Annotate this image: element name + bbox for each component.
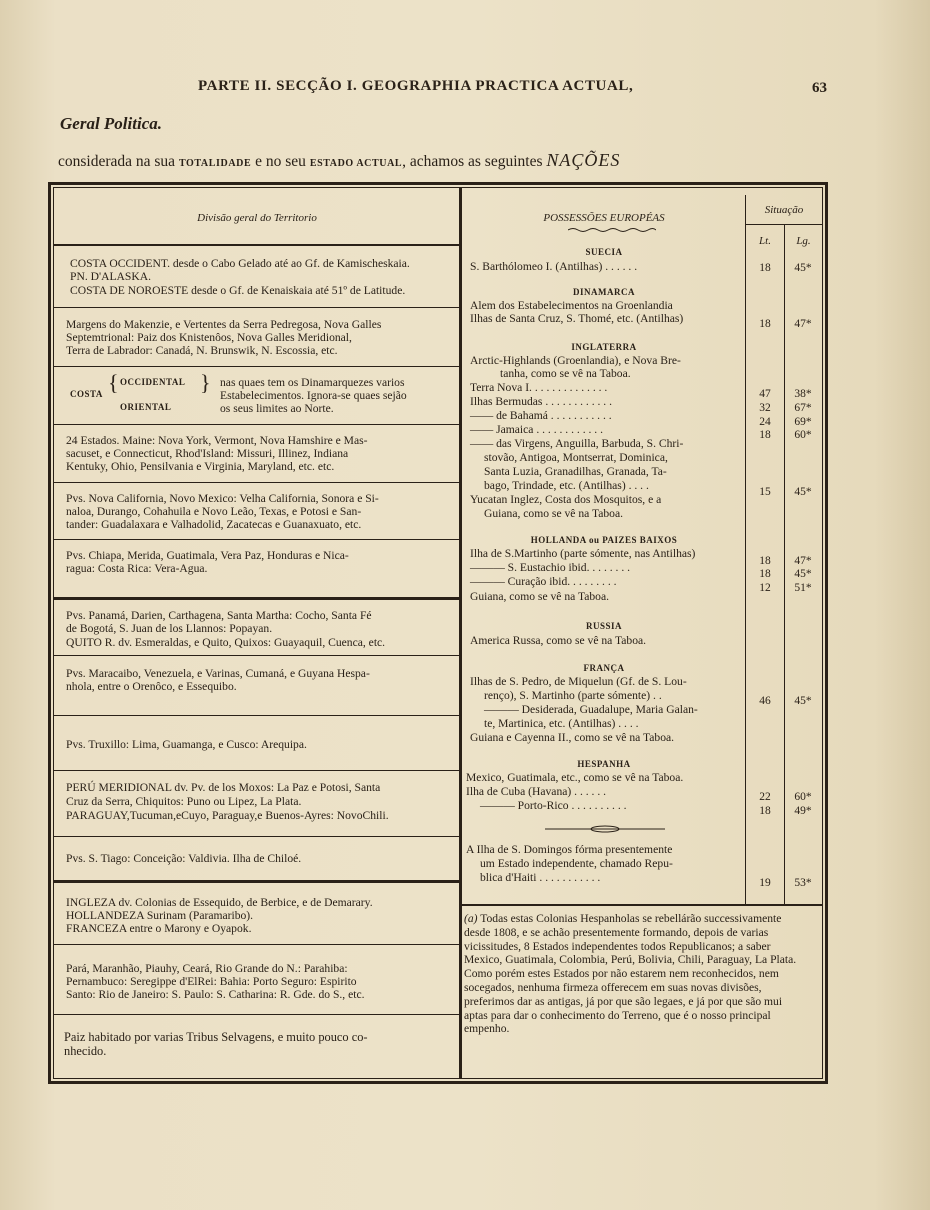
row-peru: Pvs. Truxillo: Lima, Guamanga, e Cusco: Arequipa. (66, 738, 307, 751)
bermudas-lt: 32 (759, 402, 771, 414)
row-colombia-line2: de Bogotá, S. Juan de los Llannos: Popayan. (66, 622, 273, 635)
hespanha-line3: ——— Porto-Rico . . . . . . . . . . (480, 799, 627, 812)
left-column-heading: Divisão geral do Territorio (197, 212, 317, 224)
row-peru-meridional-line2: Cruz da Serra, Chiquitos: Puno ou Lipez, La Plata. (66, 795, 302, 808)
row-chile: Pvs. S. Tiago: Conceição: Valdivia. Ilha de Chiloé. (66, 852, 302, 865)
franca-line3: ——— Desiderada, Guadalupe, Maria Galan- (484, 703, 698, 716)
porto-rico-lt: 18 (759, 805, 771, 817)
inglaterra-line7: —— das Virgens, Anguilla, Barbuda, S. Chri- (470, 437, 684, 450)
brace-left: { (108, 370, 119, 395)
franca-lg: 45* (794, 695, 812, 707)
row-guiana-hollandeza: HOLLANDEZA Surinam (Paramaribo). (66, 909, 254, 922)
haiti-lt: 19 (759, 877, 771, 889)
intro-keyword-nacoes: NAÇÕES (546, 150, 621, 170)
row-brasil-line3: Santo: Rio de Janeiro: S. Paulo: S. Catharina: R. Gde. do S., etc. (66, 988, 365, 1001)
situacao-heading: Situação (764, 204, 804, 216)
ornament-rule (545, 824, 665, 834)
intro-text-1: considerada na sua (58, 153, 179, 170)
row-paraguay: PARAGUAY,Tucuman,eCuyo, Paraguay,e Buenos-Ayres: NovoChili. (66, 809, 389, 822)
franca-line5: Guiana e Cayenna II., como se vê na Taboa. (470, 731, 675, 744)
inglaterra-line2: tanha, como se vê na Taboa. (500, 367, 631, 380)
nation-suecia: SUECIA (585, 247, 623, 257)
row-pn-alaska: PN. D'ALASKA. (70, 270, 151, 283)
row-groenlandia-oriental: ORIENTAL (120, 402, 172, 412)
ornament-wave (568, 227, 656, 233)
footnote-label: (a) (464, 912, 478, 925)
nation-franca: FRANÇA (583, 663, 625, 673)
nation-dinamarca: DINAMARCA (573, 287, 635, 297)
haiti-line1: A Ilha de S. Domingos fórma presentemente (466, 843, 673, 856)
row-brasil-line1: Pará, Maranhão, Piauhy, Ceará, Rio Grande do N.: Parahiba: (66, 962, 348, 975)
row-groenlandia-text1: nas quaes tem os Dinamarquezes varios (220, 376, 405, 389)
curacao-lg: 51* (794, 582, 812, 594)
inglaterra-line11: Yucatan Inglez, Costa dos Mosquitos, e a (470, 493, 662, 506)
bermudas-lg: 67* (794, 402, 812, 414)
row-guatimala-line2: ragua: Costa Rica: Vera-Agua. (66, 562, 208, 575)
inglaterra-line1: Arctic-Highlands (Groenlandia), e Nova Bre- (470, 354, 681, 367)
row-tribus-line2: nhecido. (64, 1044, 107, 1058)
column-divider (459, 187, 462, 1079)
hespanha-line1: Mexico, Guatimala, etc., como se vê na Taboa. (466, 771, 684, 784)
nation-inglaterra: INGLATERRA (571, 342, 637, 352)
note-rule (462, 904, 823, 906)
inglaterra-line3: Terra Nova I. . . . . . . . . . . . . . (470, 381, 608, 394)
hollanda-line4: Guiana, como se vê na Taboa. (470, 590, 610, 603)
inglaterra-line8: stovão, Antigoa, Montserrat, Dominica, (484, 451, 668, 464)
terra-nova-lg: 38* (794, 388, 812, 400)
suecia-line1: S. Barthólomeo I. (Antilhas) . . . . . . (470, 260, 638, 273)
inglaterra-line12: Guiana, como se vê na Taboa. (484, 507, 624, 520)
footnote-text: Todas estas Colonias Hespanholas se rebellárão successivamente desde 1808, e se achão presentemente formando, depois de varias vicissitudes, 8 Estados independentes todos Republicanos; a saber Mexico, Guatimala, Colombia, Perú, Bolivia, Chili, Paraguay, La Plata. Como porém estes Estados por não estarem nem reconhecidos, nem socegados, nenhuma firmeza offerecem em suas novas divisões, preferimos dar as antigas, já por que são legaes, e já por que são mui aptas para dar o conhecimento do Terreno, que é o nosso principal empenho. (464, 912, 797, 1036)
nation-russia: RUSSIA (585, 621, 622, 631)
running-header: PARTE II. SECÇÃO I. GEOGRAPHIA PRACTICA ACTUAL, (198, 78, 634, 94)
row-peru-meridional-line1: PERÚ MERIDIONAL dv. Pv. de los Moxos: La Paz e Potosi, Santa (66, 781, 381, 794)
bahama-lg: 69* (794, 416, 812, 428)
row-guiana-ingleza: INGLEZA dv. Colonias de Essequido, de Berbice, e de Demarary. (66, 896, 373, 909)
lt-heading: Lt. (759, 235, 771, 247)
inglaterra-line5: —— de Bahamá . . . . . . . . . . . (470, 409, 612, 422)
row-groenlandia-text3: os seus limites ao Norte. (220, 402, 334, 415)
lt-divider (745, 195, 746, 905)
lg-heading: Lg. (796, 235, 811, 247)
hespanha-line2: Ilha de Cuba (Havana) . . . . . . (466, 785, 607, 798)
row-groenlandia-text2: Estabelecimentos. Ignora-se quaes sejão (220, 389, 407, 402)
dinamarca-lg: 47* (794, 318, 812, 330)
nation-hollanda: HOLLANDA ou PAIZES BAIXOS (530, 535, 678, 545)
row-estados-line3: Kentuky, Ohio, Pensilvania e Virginia, Maryland, etc. etc. (66, 460, 335, 473)
row-mexico-line3: tander: Guadalaxara e Valhadolid, Zacatecas e Guanaxuato, etc. (66, 518, 362, 531)
row-colombia-line3: QUITO R. dv. Esmeraldas, e Quito, Quixos: Guayaquil, Cuenca, etc. (66, 636, 386, 649)
row-tribus-line1: Paiz habitado por varias Tribus Selvagens, e muito pouco co- (64, 1030, 368, 1044)
haiti-line3: blica d'Haiti . . . . . . . . . . . (480, 871, 601, 884)
row-venezuela-line2: nhola, entre o Orenôco, e Essequibo. (66, 680, 237, 693)
row-mexico-line1: Pvs. Nova California, Novo Mexico: Velha California, Sonora e Si- (66, 492, 379, 505)
suecia-lg: 45* (794, 262, 812, 274)
porto-rico-lg: 49* (794, 805, 812, 817)
suecia-lt: 18 (759, 262, 771, 274)
s-eustachio-lt: 18 (759, 568, 771, 580)
curacao-lt: 12 (759, 582, 771, 594)
right-column-heading: POSSESSÕES EUROPÉAS (543, 212, 665, 224)
row-estados-line1: 24 Estados. Maine: Nova York, Vermont, Nova Hamshire e Mas- (66, 434, 368, 447)
dinamarca-line1: Alem dos Estabelecimentos na Groenlandia (470, 299, 673, 312)
brace-right: } (200, 370, 211, 395)
terra-nova-lt: 47 (759, 388, 771, 400)
row-guiana-franceza: FRANCEZA entre o Marony e Oyapok. (66, 922, 252, 935)
row-canada-line1: Margens do Makenzie, e Vertentes da Serra Pedregosa, Nova Galles (66, 318, 382, 331)
russia-line1: America Russa, como se vê na Taboa. (470, 634, 647, 647)
franca-line1: Ilhas de S. Pedro, de Miquelun (Gf. de S. Lou- (470, 675, 687, 688)
franca-line4: te, Martinica, etc. (Antilhas) . . . . (484, 717, 639, 730)
row-brasil-line2: Pernambuco: Seregippe d'ElRei: Bahia: Porto Seguro: Espirito (66, 975, 357, 988)
row-mexico-line2: naloa, Durango, Cohahuila e Novo Leão, Texas, e Potosi e San- (66, 505, 362, 518)
section-subtitle: Geral Politica. (60, 114, 162, 133)
yucatan-lg: 45* (794, 486, 812, 498)
bahama-lt: 24 (759, 416, 771, 428)
page-number: 63 (812, 80, 827, 96)
dinamarca-line2: Ilhas de Santa Cruz, S. Thomé, etc. (Antilhas) (470, 312, 684, 325)
intro-text-2: e no seu (251, 153, 310, 170)
yucatan-lt: 15 (759, 486, 771, 498)
inglaterra-line10: bago, Trindade, etc. (Antilhas) . . . . (484, 479, 649, 492)
s-eustachio-lg: 45* (794, 568, 812, 580)
franca-line2: renço), S. Martinho (parte sómente) . . (484, 689, 662, 702)
s-martinho-lg: 47* (794, 555, 812, 567)
row-canada-line3: Terra de Labrador: Canadá, N. Brunswik, N. Escossia, etc. (66, 344, 338, 357)
row-groenlandia-occidental: OCCIDENTAL (120, 377, 186, 387)
situacao-rule (746, 224, 822, 225)
nation-hespanha: HESPANHA (577, 759, 631, 769)
inglaterra-line4: Ilhas Bermudas . . . . . . . . . . . . (470, 395, 613, 408)
row-colombia-line1: Pvs. Panamá, Darien, Carthagena, Santa Martha: Cocho, Santa Fé (66, 609, 372, 622)
s-martinho-lt: 18 (759, 555, 771, 567)
jamaica-lg: 60* (794, 429, 812, 441)
haiti-lg: 53* (794, 877, 812, 889)
footnote (464, 912, 800, 1036)
cuba-lt: 22 (759, 791, 771, 803)
row-guatimala-line1: Pvs. Chiapa, Merida, Guatimala, Vera Paz, Honduras e Nica- (66, 549, 349, 562)
franca-lt: 46 (759, 695, 771, 707)
inglaterra-line6: —— Jamaica . . . . . . . . . . . . (470, 423, 603, 436)
intro-text-3: , achamos as seguintes (402, 153, 547, 170)
row-canada-line2: Septemtrional: Paiz dos Knistenôos, Nova Galles Meridional, (66, 331, 352, 344)
row-costa-noroeste: COSTA DE NOROESTE desde o Gf. de Kenaiskaia até 51º de Latitude. (70, 284, 406, 297)
row-groenlandia-costa: COSTA (70, 389, 103, 399)
inglaterra-line9: Santa Luzia, Granadilhas, Granada, Ta- (484, 465, 667, 478)
row-estados-line2: sacuset, e Connecticut, Rhod'Island: Missuri, Illinez, Indiana (66, 447, 349, 460)
haiti-line2: um Estado independente, chamado Repu- (480, 857, 673, 870)
hollanda-line3: ——— Curação ibid. . . . . . . . . (470, 575, 617, 588)
dinamarca-lt: 18 (759, 318, 771, 330)
hollanda-line2: ——— S. Eustachio ibid. . . . . . . . (470, 561, 631, 574)
row-venezuela-line1: Pvs. Maracaibo, Venezuela, e Varinas, Cumaná, e Guyana Hespa- (66, 667, 370, 680)
lg-divider (784, 225, 785, 905)
intro-keyword-estado: ESTADO ACTUAL (309, 158, 403, 169)
cuba-lg: 60* (794, 791, 812, 803)
row-costa-occidental: COSTA OCCIDENT. desde o Cabo Gelado até ao Gf. de Kamischeskaia. (70, 257, 410, 270)
jamaica-lt: 18 (759, 429, 771, 441)
hollanda-line1: Ilha de S.Martinho (parte sómente, nas Antilhas) (470, 547, 696, 560)
intro-keyword-totalidade: TOTALIDADE (178, 158, 252, 169)
intro-line (58, 150, 620, 171)
